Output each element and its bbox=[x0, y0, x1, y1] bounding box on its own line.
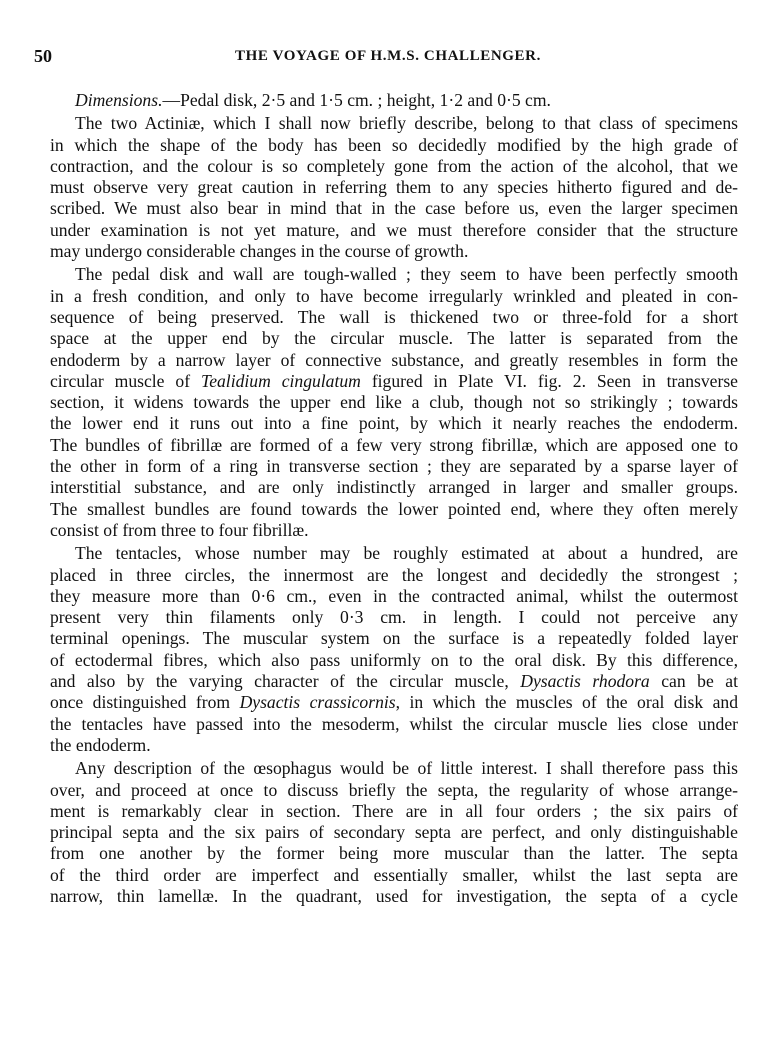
text-segment: section, it widens towards the upper end like a club, though not so strikingly ; towards bbox=[50, 392, 738, 413]
text-line bbox=[50, 692, 738, 713]
text-line bbox=[50, 565, 738, 586]
text-line bbox=[50, 307, 738, 328]
text-line bbox=[50, 628, 738, 649]
text-segment: from one another by the former being more muscular than the latter. The septa bbox=[50, 843, 738, 864]
text-segment: interstitial substance, and are only indistinctly arranged in larger and smaller groups. bbox=[50, 477, 738, 498]
text-segment: space at the upper end by the circular muscle. The latter is separated from the bbox=[50, 328, 738, 349]
text-segment: contraction, and the colour is so completely gone from the action of the alcohol, that we bbox=[50, 155, 738, 176]
text-segment: the other in form of a ring in transverse section ; they are separated by a sparse layer of bbox=[50, 456, 738, 477]
text-segment: and also by the varying character of the circular muscle, bbox=[50, 671, 521, 692]
text-line bbox=[50, 650, 738, 671]
text-line bbox=[50, 607, 738, 628]
text-segment: the lower end it runs out into a fine point, by which it nearly reaches the endoderm. bbox=[50, 413, 738, 434]
text-segment: in a fresh condition, and only to have become irregularly wrinkled and pleated in con- bbox=[50, 285, 738, 306]
text-line bbox=[50, 671, 738, 692]
text-line bbox=[50, 286, 738, 307]
body-text bbox=[50, 88, 738, 907]
text-segment: over, and proceed at once to discuss briefly the septa, the regularity of whose arrange- bbox=[50, 779, 738, 800]
text-segment: terminal openings. The muscular system on the surface is a repeatedly folded layer bbox=[50, 628, 738, 649]
text-segment: can be at bbox=[649, 671, 738, 692]
text-line bbox=[50, 350, 738, 371]
text-segment: of the third order are imperfect and essentially smaller, whilst the last septa are bbox=[50, 864, 738, 885]
text-segment: in which the shape of the body has been so decidedly modified by the high grade of bbox=[50, 134, 738, 155]
text-line bbox=[50, 328, 738, 349]
text-line bbox=[50, 456, 738, 477]
italic-text: Dimensions. bbox=[75, 90, 163, 110]
text-line bbox=[50, 392, 738, 413]
text-line bbox=[50, 714, 738, 735]
text-line bbox=[50, 435, 738, 456]
text-line bbox=[50, 822, 738, 843]
text-segment: —Pedal disk, 2·5 and 1·5 cm. ; height, 1·2 and 0·5 cm. bbox=[162, 90, 551, 110]
text-line bbox=[50, 177, 738, 198]
text-line bbox=[50, 735, 738, 756]
text-segment: consist of from three to four fibrillæ. bbox=[50, 519, 309, 540]
paragraph bbox=[50, 113, 738, 262]
text-segment: principal septa and the six pairs of secondary septa are perfect, and only distinguishable bbox=[50, 822, 738, 843]
text-line bbox=[50, 241, 738, 262]
text-segment: the tentacles have passed into the mesoderm, whilst the circular muscle lies close under bbox=[50, 713, 738, 734]
text-line bbox=[50, 135, 738, 156]
text-segment: present very thin filaments only 0·3 cm. in length. I could not perceive any bbox=[50, 607, 738, 628]
text-segment: the endoderm. bbox=[50, 734, 151, 755]
text-segment: sequence of being preserved. The wall is thickened two or three-fold for a short bbox=[50, 306, 738, 327]
text-line bbox=[50, 477, 738, 498]
text-line bbox=[50, 499, 738, 520]
text-segment: once distinguished from bbox=[50, 692, 240, 713]
text-line bbox=[50, 843, 738, 864]
text-line bbox=[50, 865, 738, 886]
text-segment: The pedal disk and wall are tough-walled ; they seem to have been perfectly smooth bbox=[75, 264, 738, 285]
text-line bbox=[50, 780, 738, 801]
paragraph bbox=[50, 90, 738, 111]
text-line bbox=[50, 264, 738, 285]
text-segment: may undergo considerable changes in the course of growth. bbox=[50, 241, 469, 262]
text-line bbox=[50, 758, 738, 779]
text-segment: Any description of the œsophagus would be of little interest. I shall therefore pass this bbox=[75, 758, 738, 779]
text-segment: ment is remarkably clear in section. There are in all four orders ; the six pairs of bbox=[50, 800, 738, 821]
page-number: 50 bbox=[34, 46, 52, 66]
text-line bbox=[50, 886, 738, 907]
text-line bbox=[50, 156, 738, 177]
text-line bbox=[50, 520, 738, 541]
text-line bbox=[50, 113, 738, 134]
italic-text: Dysactis rhodora bbox=[520, 671, 650, 692]
text-segment: they measure more than 0·6 cm., even in the contracted animal, whilst the outermost bbox=[50, 585, 738, 606]
text-line bbox=[50, 801, 738, 822]
text-segment: must observe very great caution in referring them to any species hitherto figured and de- bbox=[50, 177, 738, 198]
text-segment: placed in three circles, the innermost are the longest and decidedly the strongest ; bbox=[50, 564, 738, 585]
running-header: THE VOYAGE OF H.M.S. CHALLENGER. bbox=[235, 48, 541, 64]
italic-text: Dysactis crassicornis bbox=[239, 692, 396, 713]
text-line bbox=[50, 90, 738, 111]
paragraph bbox=[50, 264, 738, 541]
text-segment: of ectodermal fibres, which also pass uniformly on to the oral disk. By this difference, bbox=[50, 649, 738, 670]
italic-text: Tealidium cingulatum bbox=[201, 370, 361, 391]
text-segment: , in which the muscles of the oral disk and bbox=[395, 692, 738, 713]
text-line bbox=[50, 198, 738, 219]
text-line bbox=[50, 543, 738, 564]
text-segment: The two Actiniæ, which I shall now briefly describe, belong to that class of specimens bbox=[75, 113, 738, 134]
paragraph bbox=[50, 543, 738, 756]
text-segment: scribed. We must also bear in mind that in the case before us, even the larger specimen bbox=[50, 198, 738, 219]
text-segment: The tentacles, whose number may be roughly estimated at about a hundred, are bbox=[75, 543, 738, 564]
text-line bbox=[50, 371, 738, 392]
text-line bbox=[50, 220, 738, 241]
text-segment: under examination is not yet mature, and we must therefore consider that the structure bbox=[50, 219, 738, 240]
text-segment: narrow, thin lamellæ. In the quadrant, used for investigation, the septa of a cycle bbox=[50, 885, 738, 906]
text-segment: The bundles of fibrillæ are formed of a few very strong fibrillæ, which are apposed one to bbox=[50, 434, 738, 455]
paragraph bbox=[50, 758, 738, 907]
text-segment: endoderm by a narrow layer of connective substance, and greatly resembles in form the bbox=[50, 349, 738, 370]
text-segment: circular muscle of bbox=[50, 370, 202, 391]
text-segment: The smallest bundles are found towards the lower pointed end, where they often merely bbox=[50, 498, 738, 519]
text-line bbox=[50, 586, 738, 607]
text-segment: figured in Plate VI. fig. 2. Seen in transverse bbox=[360, 370, 738, 391]
text-line bbox=[50, 413, 738, 434]
